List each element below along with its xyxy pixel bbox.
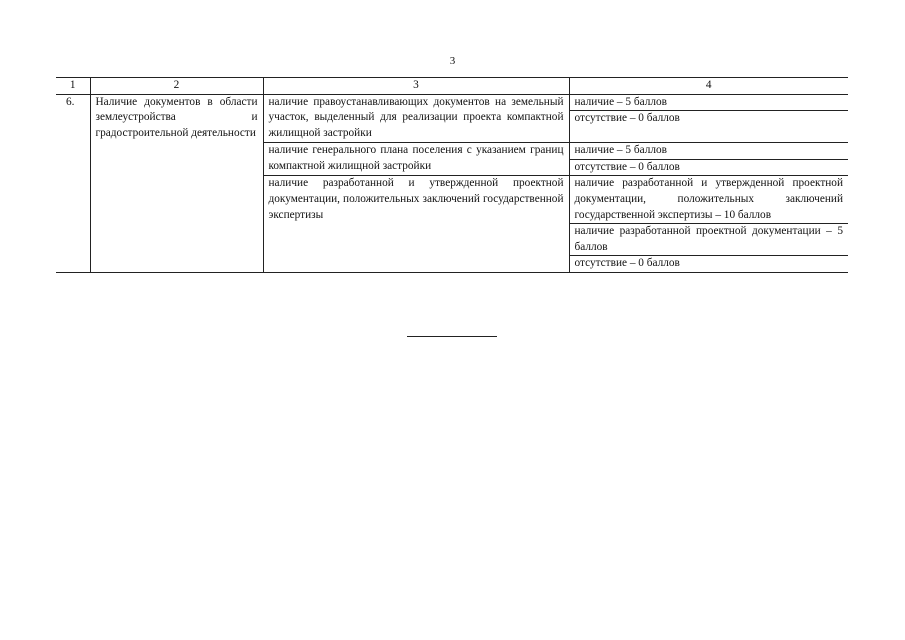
criteria-table — [56, 77, 848, 273]
indicator-cell: наличие генерального плана поселения с указанием границ компактной жилищной застройки — [263, 143, 569, 176]
row-number: 6. — [56, 94, 90, 272]
column-header-1: 1 — [56, 78, 90, 95]
score-cell: отсутствие – 0 баллов — [569, 111, 848, 143]
score-cell: отсутствие – 0 баллов — [569, 159, 848, 176]
score-cell: наличие разработанной проектной документации – 5 баллов — [569, 224, 848, 256]
column-header-4: 4 — [569, 78, 848, 95]
column-header-3: 3 — [263, 78, 569, 95]
score-cell: наличие – 5 баллов — [569, 143, 848, 160]
table-row — [56, 94, 848, 111]
indicator-cell: наличие правоустанавливающих документов на земельный участок, выделенный для реализации проекта компактной жилищной застройки — [263, 94, 569, 143]
score-cell: наличие разработанной и утвержденной проектной документации, положительных заключений государственной экспертизы – 10 баллов — [569, 176, 848, 224]
column-header-2: 2 — [90, 78, 263, 95]
footnote-separator — [407, 336, 497, 337]
indicator-cell: наличие разработанной и утвержденной проектной документации, положительных заключений государственной экспертизы — [263, 176, 569, 273]
page-number: 3 — [449, 55, 456, 67]
criterion-cell: Наличие документов в области землеустройства и градостроительной деятельности — [90, 94, 263, 272]
score-cell: отсутствие – 0 баллов — [569, 256, 848, 273]
table-header-row — [56, 78, 848, 95]
score-cell: наличие – 5 баллов — [569, 94, 848, 111]
